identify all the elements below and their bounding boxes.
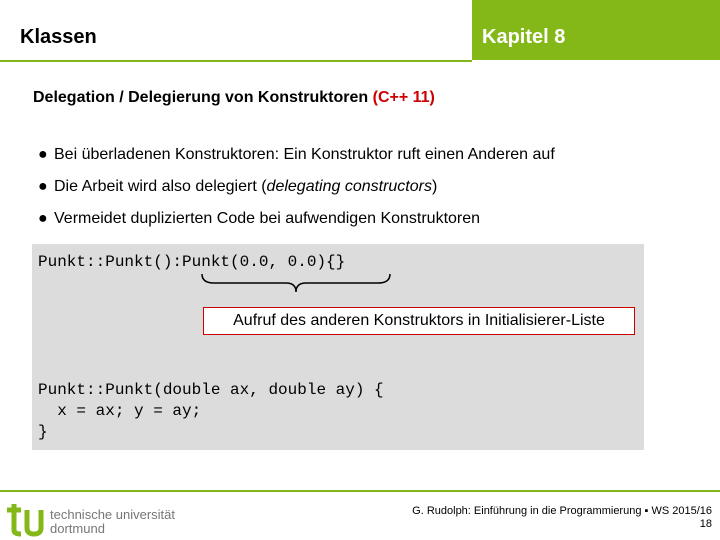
bullet-text: Bei überladenen Konstruktoren: Ein Konstruktor ruft einen Anderen auf <box>54 146 555 163</box>
chapter-label: Kapitel 8 <box>482 26 566 48</box>
bullet-icon: ● <box>38 210 48 227</box>
bullet-text: Vermeidet duplizierten Code bei aufwendigen Konstruktoren <box>54 210 481 227</box>
bullet-text-end: ) <box>431 178 438 195</box>
slide-title <box>33 89 435 107</box>
bullet-icon: ● <box>38 178 48 195</box>
university-name-line2: dortmund <box>50 521 105 536</box>
lecture-credit: G. Rudolph: Einführung in die Programmierung ▪ WS 2015/16 <box>412 505 712 517</box>
code-block-delegating: Punkt::Punkt():Punkt(0.0, 0.0){} <box>38 253 346 271</box>
bullet-item <box>38 177 555 209</box>
bullet-text-italic: delegating constructors <box>266 178 432 195</box>
bullet-text: Die Arbeit wird also delegiert ( <box>54 178 267 195</box>
university-name-line1: technische universität <box>50 507 176 522</box>
university-name <box>50 508 175 536</box>
curly-brace-icon <box>200 272 392 294</box>
footer-credit <box>412 505 712 531</box>
header-bar <box>0 0 472 62</box>
callout-box: Aufruf des anderen Konstruktors in Initialisierer-Liste <box>203 307 635 335</box>
slide-title-tag: (C++ 11) <box>372 89 435 106</box>
tu-logo-icon <box>4 500 46 538</box>
page-number: 18 <box>699 518 712 530</box>
chapter-bar <box>472 0 720 60</box>
footer-divider <box>0 490 720 492</box>
bullet-item <box>38 209 555 241</box>
slide-title-main: Delegation / Delegierung von Konstruktoren <box>33 89 369 106</box>
bullet-list <box>38 145 555 241</box>
code-box <box>32 244 644 450</box>
bullet-item <box>38 145 555 177</box>
section-title: Klassen <box>20 26 97 48</box>
code-block-constructor: Punkt::Punkt(double ax, double ay) { x = ax; y = ay; } <box>38 381 384 441</box>
bullet-icon: ● <box>38 146 48 163</box>
